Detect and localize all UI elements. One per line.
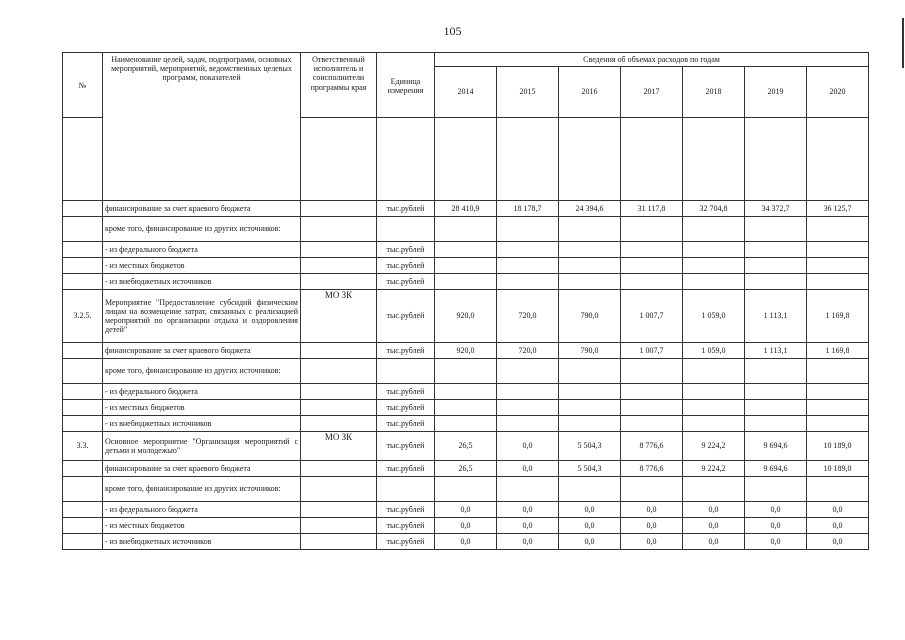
row-value xyxy=(683,477,745,502)
row-value xyxy=(497,274,559,290)
row-responsible xyxy=(301,534,377,550)
row-name: финансирование за счет краевого бюджета xyxy=(103,343,301,359)
header-responsible: Ответственный исполнитель и соисполнители программы края xyxy=(301,53,377,118)
row-value xyxy=(683,217,745,242)
row-value xyxy=(621,400,683,416)
row-value xyxy=(497,384,559,400)
row-value: 34 372,7 xyxy=(745,201,807,217)
row-value: 0,0 xyxy=(497,534,559,550)
row-value: 24 394,6 xyxy=(559,201,621,217)
blank-cell xyxy=(745,118,807,201)
table-row xyxy=(63,432,869,461)
row-unit: тыс.рублей xyxy=(377,518,435,534)
row-value xyxy=(435,477,497,502)
row-unit xyxy=(377,477,435,502)
row-value: 0,0 xyxy=(683,534,745,550)
row-value xyxy=(559,359,621,384)
row-value: 1 059,0 xyxy=(683,343,745,359)
row-value: 1 113,1 xyxy=(745,290,807,343)
row-value xyxy=(683,400,745,416)
page-number: 105 xyxy=(443,24,462,38)
row-value: 920,0 xyxy=(435,343,497,359)
row-value: 920,0 xyxy=(435,290,497,343)
table-row xyxy=(63,242,869,258)
blank-cell xyxy=(301,118,377,201)
row-name: Мероприятие "Предоставление субсидий физическим лицам на возмещение затрат, связанных с реализацией мероприятий по организации отдыха и оздоровления детей" xyxy=(103,290,301,343)
row-value: 0,0 xyxy=(683,518,745,534)
row-unit xyxy=(377,359,435,384)
page-edge-mark xyxy=(902,18,904,68)
row-name: Основное мероприятие "Организация мероприятий с детьми и молодежью" xyxy=(103,432,301,461)
row-number xyxy=(63,274,103,290)
row-value xyxy=(745,242,807,258)
header-year: 2020 xyxy=(807,67,869,118)
row-responsible xyxy=(301,400,377,416)
row-value: 0,0 xyxy=(807,502,869,518)
row-value xyxy=(621,217,683,242)
row-name: финансирование за счет краевого бюджета xyxy=(103,461,301,477)
table-row xyxy=(63,518,869,534)
row-responsible xyxy=(301,258,377,274)
row-value xyxy=(435,274,497,290)
row-value xyxy=(559,242,621,258)
row-value: 10 189,0 xyxy=(807,432,869,461)
row-value xyxy=(559,384,621,400)
row-unit: тыс.рублей xyxy=(377,201,435,217)
row-value xyxy=(435,384,497,400)
row-value xyxy=(807,258,869,274)
row-value: 0,0 xyxy=(683,502,745,518)
row-value: 1 007,7 xyxy=(621,290,683,343)
row-value: 1 059,0 xyxy=(683,290,745,343)
row-unit: тыс.рублей xyxy=(377,432,435,461)
row-value: 0,0 xyxy=(621,534,683,550)
row-number xyxy=(63,534,103,550)
header-year: 2017 xyxy=(621,67,683,118)
row-value: 0,0 xyxy=(745,502,807,518)
row-name: кроме того, финансирование из других источников: xyxy=(103,477,301,502)
row-name: - из местных бюджетов xyxy=(103,400,301,416)
blank-cell xyxy=(435,118,497,201)
row-name: - из федерального бюджета xyxy=(103,384,301,400)
row-value: 9 694,6 xyxy=(745,432,807,461)
blank-cell xyxy=(807,118,869,201)
row-value: 720,0 xyxy=(497,343,559,359)
row-value xyxy=(435,258,497,274)
row-value: 5 504,3 xyxy=(559,432,621,461)
row-value: 720,0 xyxy=(497,290,559,343)
row-value xyxy=(683,359,745,384)
row-number xyxy=(63,400,103,416)
row-value: 1 007,7 xyxy=(621,343,683,359)
table-row xyxy=(63,477,869,502)
row-value xyxy=(559,274,621,290)
table-row xyxy=(63,217,869,242)
row-responsible xyxy=(301,384,377,400)
row-value: 1 113,1 xyxy=(745,343,807,359)
row-name: - из федерального бюджета xyxy=(103,242,301,258)
row-value xyxy=(497,217,559,242)
row-value xyxy=(435,416,497,432)
row-value xyxy=(621,416,683,432)
row-value xyxy=(435,242,497,258)
row-value xyxy=(497,477,559,502)
row-value: 0,0 xyxy=(497,461,559,477)
table-row xyxy=(63,416,869,432)
row-value xyxy=(497,400,559,416)
row-name: финансирование за счет краевого бюджета xyxy=(103,201,301,217)
header-year: 2016 xyxy=(559,67,621,118)
row-number xyxy=(63,258,103,274)
row-value xyxy=(683,242,745,258)
table-row xyxy=(63,274,869,290)
row-number: 3.2.5. xyxy=(63,290,103,343)
row-value: 0,0 xyxy=(435,518,497,534)
row-number xyxy=(63,502,103,518)
table-row xyxy=(63,343,869,359)
row-value: 36 125,7 xyxy=(807,201,869,217)
row-number xyxy=(63,359,103,384)
table-row xyxy=(63,534,869,550)
header-num: № xyxy=(63,53,103,118)
row-value xyxy=(435,400,497,416)
header-name: Наименование целей, задач, подпрограмм, основных мероприятий, мероприятий, ведомственных целевых программ, показателей xyxy=(103,53,301,201)
row-responsible: МО ЗК xyxy=(301,290,377,343)
row-value: 1 169,8 xyxy=(807,343,869,359)
row-value xyxy=(745,217,807,242)
row-value xyxy=(559,258,621,274)
row-value: 0,0 xyxy=(559,518,621,534)
row-value xyxy=(621,242,683,258)
header-year: 2018 xyxy=(683,67,745,118)
row-value: 9 224,2 xyxy=(683,461,745,477)
row-value xyxy=(745,477,807,502)
row-name: - из внебюджетных источников xyxy=(103,416,301,432)
row-value xyxy=(559,217,621,242)
row-value: 8 776,6 xyxy=(621,461,683,477)
blank-cell xyxy=(559,118,621,201)
header-year: 2015 xyxy=(497,67,559,118)
row-value: 0,0 xyxy=(807,534,869,550)
row-value: 26,5 xyxy=(435,432,497,461)
row-value xyxy=(807,274,869,290)
row-value xyxy=(497,258,559,274)
row-value xyxy=(745,359,807,384)
row-responsible xyxy=(301,518,377,534)
row-value xyxy=(807,400,869,416)
row-unit: тыс.рублей xyxy=(377,258,435,274)
row-responsible xyxy=(301,416,377,432)
row-number xyxy=(63,518,103,534)
row-value: 0,0 xyxy=(497,518,559,534)
row-value xyxy=(683,274,745,290)
row-value xyxy=(745,384,807,400)
row-number xyxy=(63,242,103,258)
row-value: 26,5 xyxy=(435,461,497,477)
row-unit: тыс.рублей xyxy=(377,290,435,343)
row-value: 0,0 xyxy=(559,502,621,518)
row-value xyxy=(745,416,807,432)
row-value xyxy=(435,359,497,384)
row-value xyxy=(807,477,869,502)
header-year: 2019 xyxy=(745,67,807,118)
row-responsible: МО ЗК xyxy=(301,432,377,461)
row-value xyxy=(807,217,869,242)
table-row xyxy=(63,290,869,343)
row-unit xyxy=(377,217,435,242)
header-expenses: Сведения об объемах расходов по годам xyxy=(435,53,869,67)
budget-table xyxy=(62,52,869,550)
blank-cell xyxy=(683,118,745,201)
row-number xyxy=(63,477,103,502)
blank-cell xyxy=(497,118,559,201)
row-value: 28 410,9 xyxy=(435,201,497,217)
row-unit: тыс.рублей xyxy=(377,343,435,359)
row-value xyxy=(621,274,683,290)
table-row xyxy=(63,461,869,477)
row-value xyxy=(807,384,869,400)
table-row xyxy=(63,258,869,274)
blank-cell xyxy=(377,118,435,201)
row-value xyxy=(745,400,807,416)
row-value xyxy=(497,359,559,384)
row-value xyxy=(807,242,869,258)
row-responsible xyxy=(301,274,377,290)
row-name: - из местных бюджетов xyxy=(103,258,301,274)
row-responsible xyxy=(301,242,377,258)
table-row xyxy=(63,359,869,384)
row-number xyxy=(63,201,103,217)
table-row xyxy=(63,400,869,416)
row-value xyxy=(683,416,745,432)
row-unit: тыс.рублей xyxy=(377,416,435,432)
row-value: 0,0 xyxy=(497,432,559,461)
row-value: 0,0 xyxy=(435,534,497,550)
row-value xyxy=(621,258,683,274)
row-value xyxy=(559,416,621,432)
row-value xyxy=(621,477,683,502)
row-name: - из внебюджетных источников xyxy=(103,274,301,290)
blank-cell xyxy=(63,118,103,201)
row-name: - из федерального бюджета xyxy=(103,502,301,518)
row-responsible xyxy=(301,359,377,384)
row-value: 790,0 xyxy=(559,290,621,343)
row-value: 9 694,6 xyxy=(745,461,807,477)
row-responsible xyxy=(301,217,377,242)
row-value: 9 224,2 xyxy=(683,432,745,461)
row-value: 10 189,0 xyxy=(807,461,869,477)
row-unit: тыс.рублей xyxy=(377,534,435,550)
table-row xyxy=(63,201,869,217)
row-value xyxy=(683,258,745,274)
row-responsible xyxy=(301,477,377,502)
row-value xyxy=(807,416,869,432)
row-responsible xyxy=(301,461,377,477)
row-value: 31 117,8 xyxy=(621,201,683,217)
row-unit: тыс.рублей xyxy=(377,274,435,290)
row-number xyxy=(63,416,103,432)
row-number xyxy=(63,461,103,477)
row-value: 0,0 xyxy=(621,518,683,534)
row-number: 3.3. xyxy=(63,432,103,461)
row-unit: тыс.рублей xyxy=(377,242,435,258)
row-value xyxy=(497,242,559,258)
table-row xyxy=(63,502,869,518)
row-value xyxy=(559,400,621,416)
row-value: 0,0 xyxy=(435,502,497,518)
row-unit: тыс.рублей xyxy=(377,400,435,416)
row-value xyxy=(559,477,621,502)
row-value: 8 776,6 xyxy=(621,432,683,461)
header-year: 2014 xyxy=(435,67,497,118)
header-unit: Единица измерения xyxy=(377,53,435,118)
row-value xyxy=(807,359,869,384)
row-unit: тыс.рублей xyxy=(377,384,435,400)
row-value xyxy=(683,384,745,400)
row-value: 18 178,7 xyxy=(497,201,559,217)
row-responsible xyxy=(301,201,377,217)
table-row xyxy=(63,384,869,400)
row-value: 0,0 xyxy=(745,518,807,534)
row-value xyxy=(745,274,807,290)
row-name: кроме того, финансирование из других источников: xyxy=(103,217,301,242)
row-unit: тыс.рублей xyxy=(377,502,435,518)
row-value: 32 704,8 xyxy=(683,201,745,217)
row-value xyxy=(435,217,497,242)
row-value: 1 169,8 xyxy=(807,290,869,343)
row-value: 5 504,3 xyxy=(559,461,621,477)
row-number xyxy=(63,217,103,242)
row-number xyxy=(63,384,103,400)
row-unit: тыс.рублей xyxy=(377,461,435,477)
row-responsible xyxy=(301,502,377,518)
row-value xyxy=(621,384,683,400)
row-value: 0,0 xyxy=(559,534,621,550)
row-value: 0,0 xyxy=(497,502,559,518)
row-name: - из внебюджетных источников xyxy=(103,534,301,550)
row-value: 0,0 xyxy=(745,534,807,550)
row-name: кроме того, финансирование из других источников: xyxy=(103,359,301,384)
row-name: - из местных бюджетов xyxy=(103,518,301,534)
blank-cell xyxy=(621,118,683,201)
row-value: 790,0 xyxy=(559,343,621,359)
row-value xyxy=(497,416,559,432)
row-value: 0,0 xyxy=(621,502,683,518)
row-value xyxy=(745,258,807,274)
row-value: 0,0 xyxy=(807,518,869,534)
row-responsible xyxy=(301,343,377,359)
row-value xyxy=(621,359,683,384)
row-number xyxy=(63,343,103,359)
